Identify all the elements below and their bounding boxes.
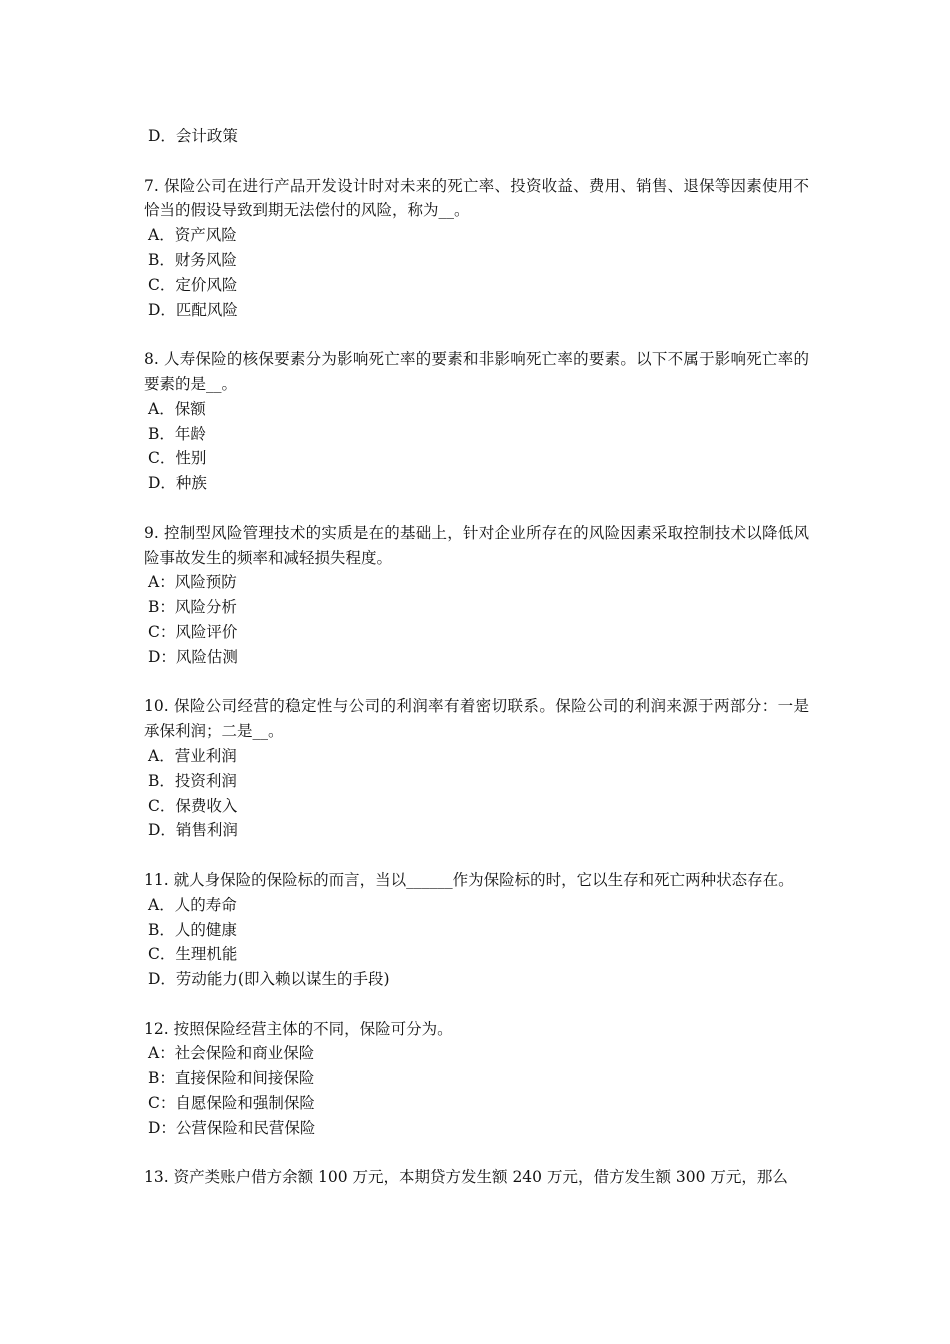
option-d: D．匹配风险 [148, 300, 238, 319]
option-b: B．投资利润 [148, 771, 237, 790]
option-list [144, 570, 809, 669]
option-c: C．定价风险 [148, 275, 238, 294]
option-list [144, 397, 809, 496]
option-c: C．保费收入 [148, 796, 238, 815]
option-d: D：风险估测 [148, 647, 238, 666]
question-11 [144, 868, 809, 992]
option-d: D．种族 [148, 474, 207, 493]
question-stem: 10. 保险公司经营的稳定性与公司的利润率有着密切联系。保险公司的利润来源于两部分：一是承保利润；二是__。 [144, 697, 809, 741]
option-list [144, 744, 809, 843]
question-12 [144, 1017, 809, 1141]
question-13 [144, 1165, 809, 1190]
option-a: A．保额 [148, 399, 206, 418]
option-6-d: D．会计政策 [148, 127, 238, 145]
option-d: D：公营保险和民营保险 [148, 1118, 316, 1137]
option-b: B：风险分析 [148, 598, 237, 617]
question-9 [144, 521, 809, 670]
option-c: C．性别 [148, 449, 207, 468]
question-stem: 11. 就人身保险的保险标的而言，当以______作为保险标的时，它以生存和死亡两种状态存在。 [144, 870, 794, 889]
option-c: C：风险评价 [148, 622, 238, 641]
option-a: A．营业利润 [148, 746, 237, 765]
option-a: A：风险预防 [148, 573, 237, 592]
option-list [144, 893, 809, 992]
question-stem: 9. 控制型风险管理技术的实质是在的基础上，针对企业所存在的风险因素采取控制技术以降低风险事故发生的频率和减轻损失程度。 [144, 523, 809, 567]
question-stem: 12. 按照保险经营主体的不同，保险可分为。 [144, 1019, 453, 1038]
question-stem: 13. 资产类账户借方余额 100 万元，本期贷方发生额 240 万元，借方发生额 300 万元，那么 [144, 1168, 788, 1187]
question-8 [144, 347, 809, 496]
option-a: A：社会保险和商业保险 [148, 1044, 315, 1063]
option-list [144, 1041, 809, 1140]
option-d: D．销售利润 [148, 821, 238, 840]
option-a: A．资产风险 [148, 226, 237, 245]
question-stem: 7. 保险公司在进行产品开发设计时对未来的死亡率、投资收益、费用、销售、退保等因素使用不恰当的假设导致到期无法偿付的风险，称为__。 [144, 176, 809, 220]
question-stem: 8. 人寿保险的核保要素分为影响死亡率的要素和非影响死亡率的要素。以下不属于影响死亡率的要素的是__。 [144, 350, 809, 393]
question-6-tail [144, 124, 809, 149]
question-7 [144, 174, 809, 323]
option-list [144, 223, 809, 322]
option-c: C：自愿保险和强制保险 [148, 1094, 315, 1113]
option-c: C．生理机能 [148, 945, 238, 964]
option-b: B．年龄 [148, 424, 206, 443]
document-content [144, 124, 809, 1215]
option-b: B．人的健康 [148, 920, 237, 939]
option-a: A．人的寿命 [148, 895, 237, 914]
option-b: B．财务风险 [148, 250, 237, 269]
question-10 [144, 694, 809, 843]
option-b: B：直接保险和间接保险 [148, 1069, 315, 1088]
option-d: D．劳动能力(即入赖以谋生的手段) [148, 970, 390, 989]
